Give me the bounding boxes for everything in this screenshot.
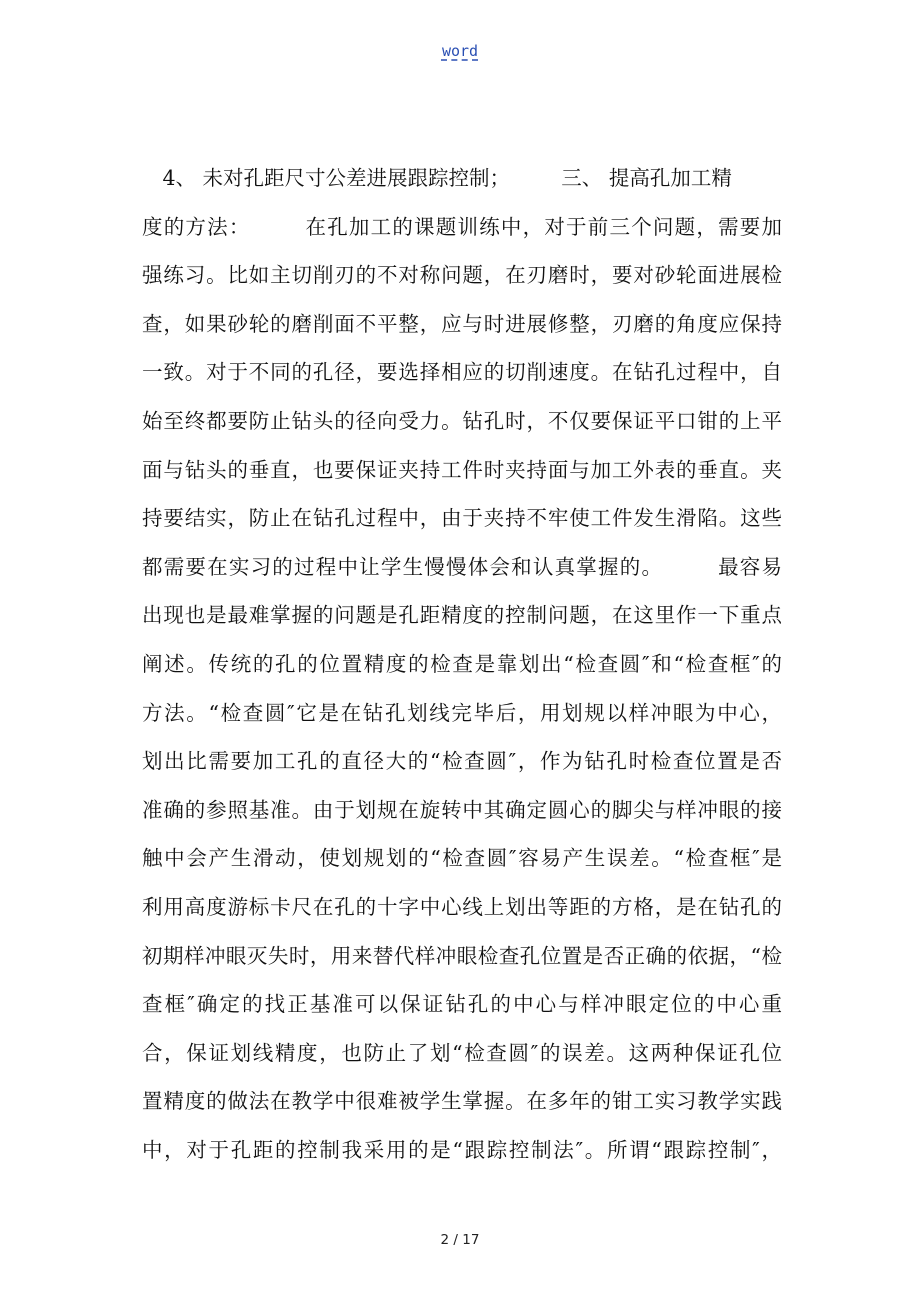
text-line-2: 度的方法： 在孔加工的课题训练中，对于前三个问题，需要加 [142, 214, 782, 239]
text-line-6: 始至终都要防止钻头的径向受力。钻孔时，不仅要保证平口钳的上平 [142, 408, 782, 433]
text-line-18: 查框″确定的找正基准可以保证钻孔的中心与样冲眼定位的中心重 [142, 992, 782, 1017]
text-line-1: 4、 未对孔距尺寸公差进展跟踪控制； 三、 提高孔加工精 [142, 166, 732, 190]
text-line-15: 触中会产生滑动，使划规划的“检查圆″容易产生误差。“检查框″是 [142, 846, 782, 871]
document-body [142, 154, 782, 1174]
page-number: 2 / 17 [440, 1232, 480, 1248]
text-line-20: 置精度的做法在教学中很难被学生掌握。在多年的钳工实习教学实践 [142, 1089, 782, 1114]
text-line-11: 阐述。传统的孔的位置精度的检查是靠划出“检查圆″和“检查框″的 [142, 651, 782, 676]
text-line-10: 出现也是最难掌握的问题是孔距精度的控制问题，在这里作一下重点 [142, 603, 782, 628]
text-line-5: 一致。对于不同的孔径，要选择相应的切削速度。在钻孔过程中，自 [142, 360, 782, 385]
text-line-9: 都需要在实习的过程中让学生慢慢体会和认真掌握的。 最容易 [142, 554, 782, 579]
text-line-4: 查，如果砂轮的磨削面不平整，应与时进展修整，刃磨的角度应保持 [142, 311, 782, 336]
text-line-17: 初期样冲眼灭失时，用来替代样冲眼检查孔位置是否正确的依据，“检 [142, 943, 782, 968]
text-line-21: 中，对于孔距的控制我采用的是“跟踪控制法″。所谓“跟踪控制″， [142, 1137, 782, 1162]
text-line-19: 合，保证划线精度，也防止了划“检查圆″的误差。这两种保证孔位 [142, 1040, 782, 1065]
header-word-link[interactable]: word [441, 42, 479, 60]
text-line-12: 方法。“检查圆″它是在钻孔划线完毕后，用划规以样冲眼为中心， [142, 700, 782, 725]
text-line-3: 强练习。比如主切削刃的不对称问题，在刃磨时，要对砂轮面进展检 [142, 263, 782, 288]
text-line-8: 持要结实，防止在钻孔过程中，由于夹持不牢使工件发生滑陷。这些 [142, 506, 782, 531]
text-line-16: 利用高度游标卡尺在孔的十字中心线上划出等距的方格，是在钻孔的 [142, 894, 782, 919]
text-line-14: 准确的参照基准。由于划规在旋转中其确定圆心的脚尖与样冲眼的接 [142, 797, 782, 822]
text-line-7: 面与钻头的垂直，也要保证夹持工件时夹持面与加工外表的垂直。夹 [142, 457, 782, 482]
text-line-13: 划出比需要加工孔的直径大的“检查圆″，作为钻孔时检查位置是否 [142, 749, 782, 774]
